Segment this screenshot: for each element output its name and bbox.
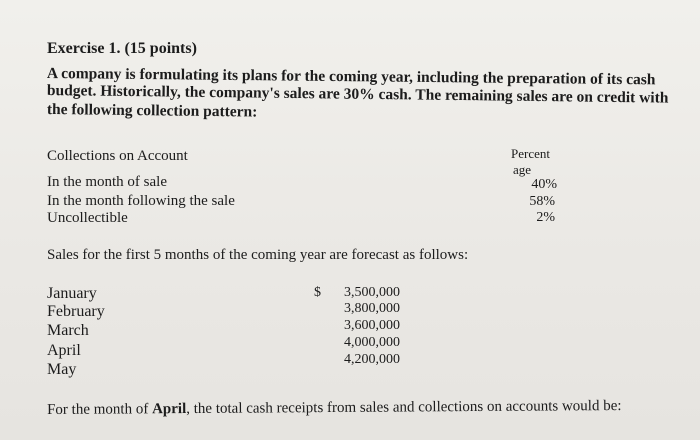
collections-header: Collections on Account xyxy=(47,148,188,164)
sales-amount: 3,800,000 xyxy=(344,301,400,316)
sales-amount: 4,200,000 xyxy=(344,352,400,367)
percent-header-line-2: age xyxy=(513,162,532,177)
currency-symbol: $ xyxy=(314,285,321,300)
question-line xyxy=(47,398,622,419)
question-month: April xyxy=(151,401,187,418)
problem-paragraph-line-3: the following collection pattern: xyxy=(46,101,258,121)
collection-row-percent: 2% xyxy=(536,210,555,225)
problem-paragraph-line-2: budget. Historically, the company's sales are 30% cash. The remaining sales are on credit with xyxy=(46,82,669,107)
question-prefix: For the month of xyxy=(47,401,153,418)
exercise-title: Exercise 1. (15 points) xyxy=(47,40,197,57)
sales-month: February xyxy=(47,303,105,320)
collection-row-percent: 58% xyxy=(529,194,555,209)
percent-header-line-1: Percent xyxy=(511,146,550,161)
sales-month: March xyxy=(47,322,89,339)
collection-row-label: In the month of sale xyxy=(47,174,167,190)
collection-row-label: Uncollectible xyxy=(47,210,128,226)
collection-row-percent: 40% xyxy=(531,177,557,192)
sales-month: April xyxy=(47,342,81,359)
collection-row-label: In the month following the sale xyxy=(47,193,235,209)
question-suffix: , the total cash receipts from sales and collections on accounts would be: xyxy=(186,397,622,418)
sales-month: May xyxy=(47,361,77,378)
sales-amount: 4,000,000 xyxy=(344,335,400,350)
sales-month: January xyxy=(47,285,97,302)
sales-amount: 3,600,000 xyxy=(344,318,400,333)
sales-amount: 3,500,000 xyxy=(344,285,400,300)
sales-intro: Sales for the first 5 months of the coming year are forecast as follows: xyxy=(47,247,469,263)
problem-paragraph-line-1: A company is formulating its plans for the coming year, including the preparation of its cash xyxy=(46,65,656,89)
